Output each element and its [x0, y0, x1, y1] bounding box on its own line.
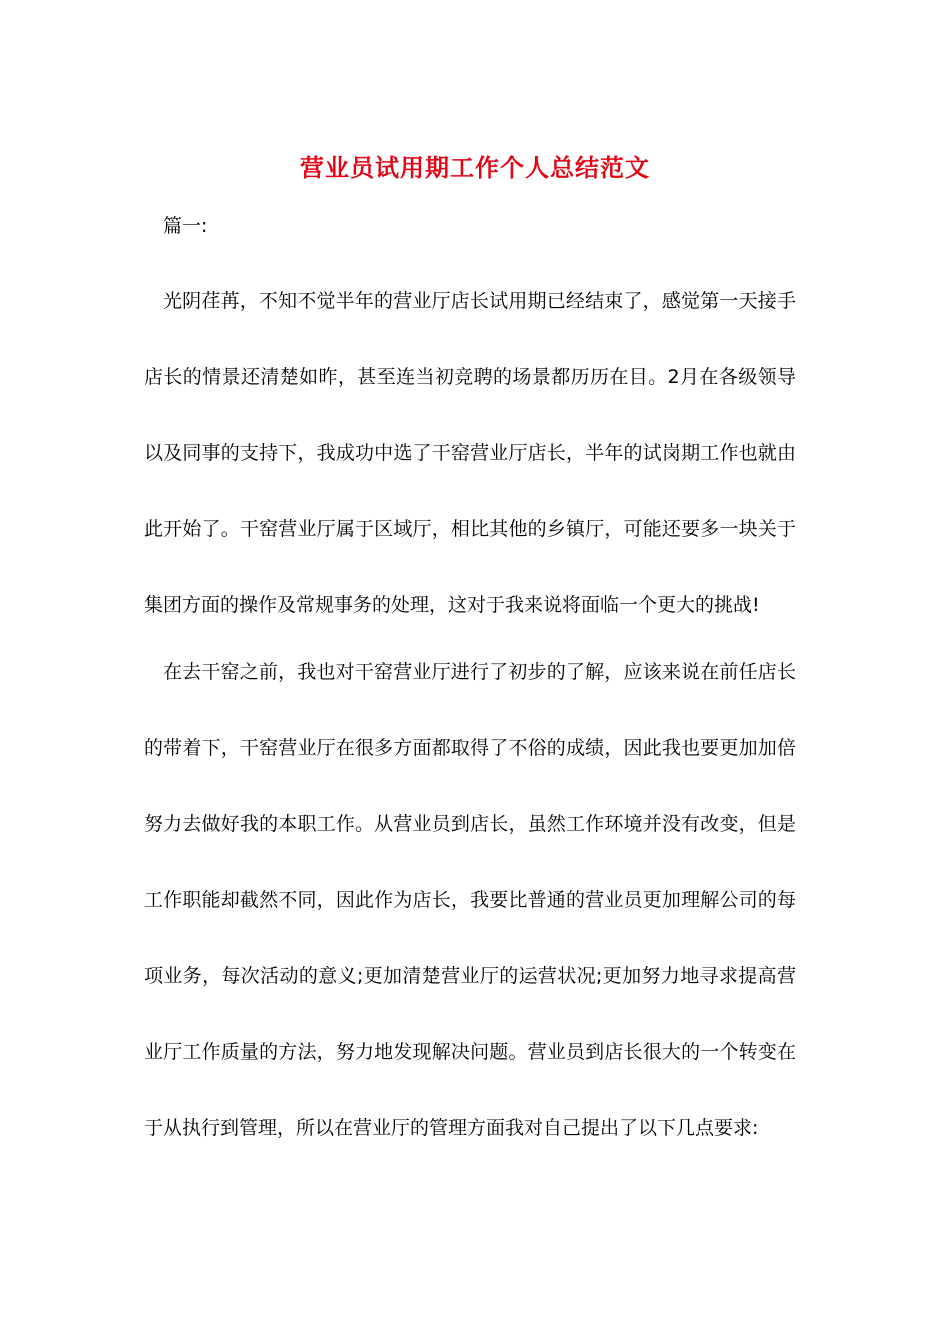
- spacer: [144, 1070, 796, 1110]
- document-body: [144, 208, 796, 1146]
- spacer: [144, 395, 796, 435]
- text-line: 以及同事的支持下，我成功中选了干窑营业厅店长，半年的试岗期工作也就由: [144, 442, 796, 464]
- spacer: [144, 994, 796, 1034]
- spacer: [144, 547, 796, 587]
- spacer: [144, 623, 796, 654]
- text-line: 在去干窑之前，我也对干窑营业厅进行了初步的了解，应该来说在前任店长: [163, 661, 796, 683]
- text-line: 业厅工作质量的方法，努力地发现解决问题。营业员到店长很大的一个转变在: [144, 1041, 796, 1063]
- spacer: [144, 766, 796, 806]
- paragraph-1: [144, 283, 796, 623]
- text-line: 光阴荏苒，不知不觉半年的营业厅店长试用期已经结束了，感觉第一天接手: [163, 290, 796, 312]
- spacer: [144, 319, 796, 359]
- spacer: [144, 918, 796, 958]
- document-title: 营业员试用期工作个人总结范文: [300, 153, 650, 182]
- text-line: 工作职能却截然不同，因此作为店长，我要比普通的营业员更加理解公司的每: [144, 889, 796, 911]
- text-line: 努力去做好我的本职工作。从营业员到店长，虽然工作环境并没有改变，但是: [144, 813, 796, 835]
- section-label: 篇一:: [163, 215, 208, 237]
- text-line: 店长的情景还清楚如昨，甚至连当初竞聘的场景都历历在目。2月在各级领导: [144, 366, 796, 388]
- text-line: 的带着下，干窑营业厅在很多方面都取得了不俗的成绩，因此我也要更加加倍: [144, 737, 796, 759]
- spacer: [144, 690, 796, 730]
- text-line: 集团方面的操作及常规事务的处理，这对于我来说将面临一个更大的挑战!: [144, 594, 760, 616]
- text-line: 此开始了。干窑营业厅属于区域厅，相比其他的乡镇厅，可能还要多一块关于: [144, 518, 796, 540]
- spacer: [144, 244, 796, 283]
- spacer: [144, 471, 796, 511]
- paragraph-2: [144, 654, 796, 1146]
- text-line: 项业务，每次活动的意义;更加清楚营业厅的运营状况;更加努力地寻求提高营: [144, 965, 796, 987]
- spacer: [144, 842, 796, 882]
- text-line: 于从执行到管理，所以在营业厅的管理方面我对自己提出了以下几点要求:: [144, 1117, 759, 1139]
